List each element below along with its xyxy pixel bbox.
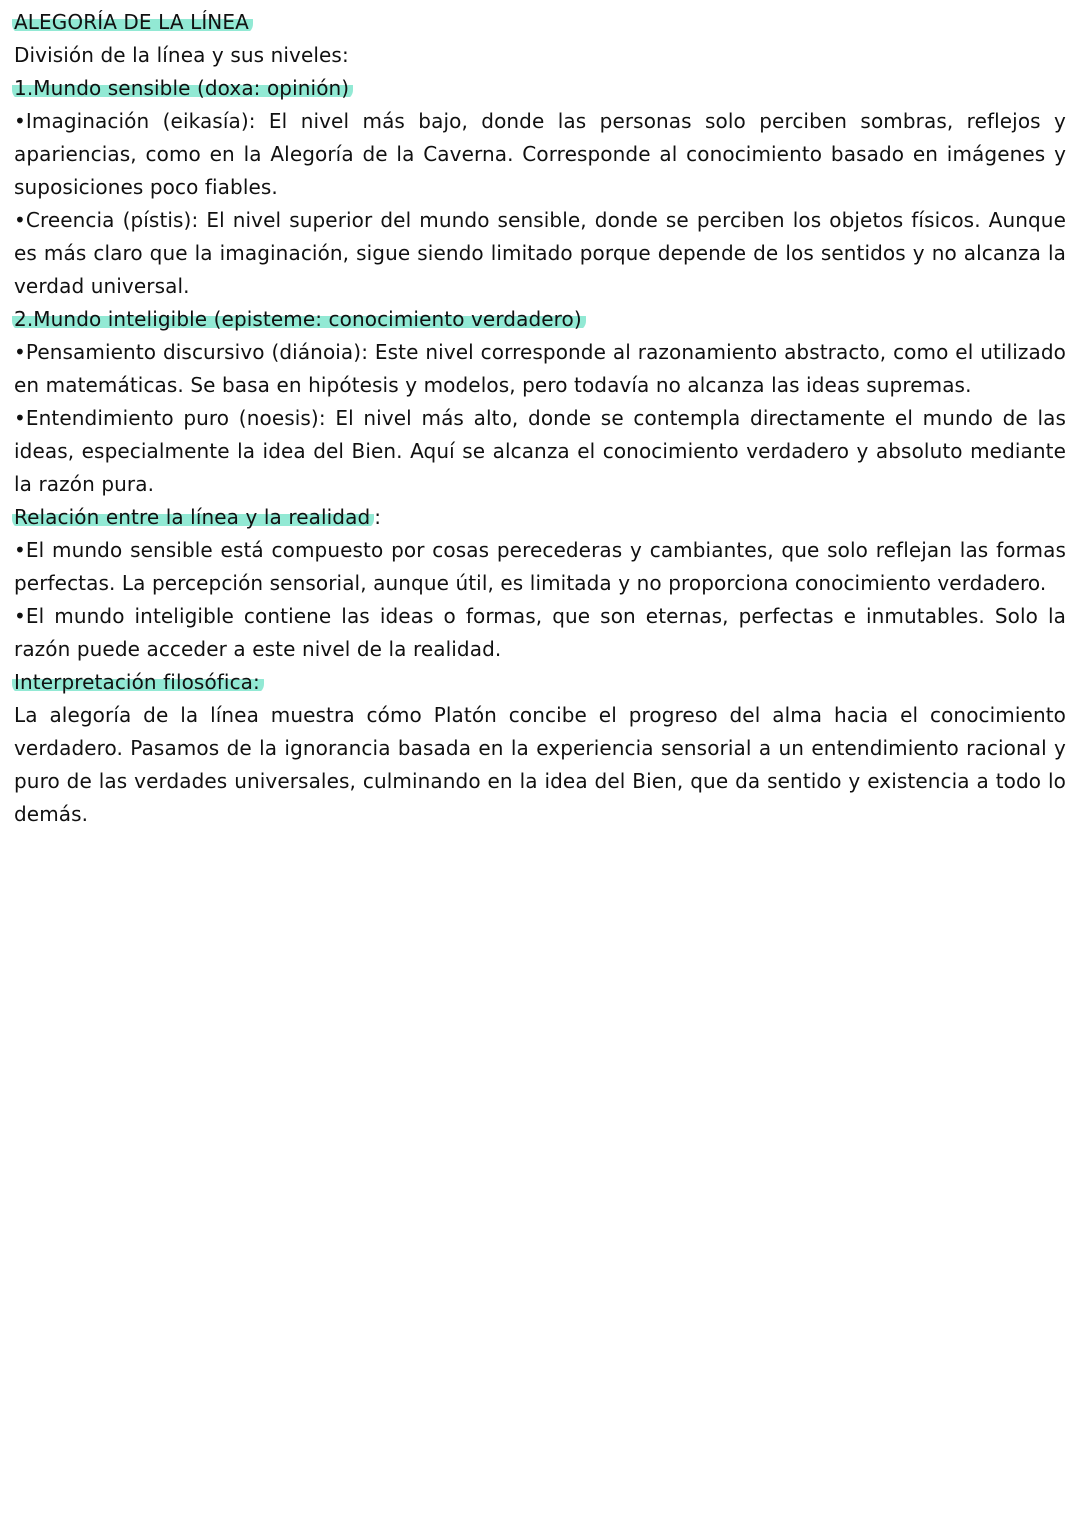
bullet-pensamiento: •Pensamiento discursivo (diánoia): Este nivel corresponde al razonamiento abstracto, como el utilizado en matemáticas. Se basa en hipótesis y modelos, pero todavía no alcanza las ideas supremas. — [14, 340, 1066, 397]
section-2-heading — [14, 303, 1066, 336]
relation-highlight: Relación entre la línea y la realidad — [12, 505, 374, 529]
interpretation-highlight: Interpretación filosófica: — [12, 670, 264, 694]
relation-heading — [14, 501, 1066, 534]
relation-heading-colon: : — [374, 505, 382, 529]
bullet-entendimiento: •Entendimiento puro (noesis): El nivel más alto, donde se contempla directamente el mundo de las ideas, especialmente la idea del Bien. Aquí se alcanza el conocimiento verdadero y absoluto mediante la razón pura. — [14, 406, 1066, 496]
section-2-highlight: 2.Mundo inteligible (episteme: conocimiento verdadero) — [12, 307, 586, 331]
document-title — [14, 6, 1066, 39]
interpretation-paragraph: La alegoría de la línea muestra cómo Platón concibe el progreso del alma hacia el conocimiento verdadero. Pasamos de la ignorancia basada en la experiencia sensorial a un entendimiento racional y puro de las verdades universales, culminando en la idea del Bien, que da sentido y existencia a todo lo demás. — [14, 703, 1066, 826]
bullet-mundo-inteligible: •El mundo inteligible contiene las ideas o formas, que son eternas, perfectas e inmutables. Solo la razón puede acceder a este nivel de la realidad. — [14, 604, 1066, 661]
title-highlight: ALEGORÍA DE LA LÍNEA — [12, 10, 253, 34]
section-1-heading — [14, 72, 1066, 105]
bullet-mundo-sensible: •El mundo sensible está compuesto por cosas perecederas y cambiantes, que solo reflejan las formas perfectas. La percepción sensorial, aunque útil, es limitada y no proporciona conocimiento verdadero. — [14, 538, 1066, 595]
bullet-creencia: •Creencia (pístis): El nivel superior del mundo sensible, donde se perciben los objetos físicos. Aunque es más claro que la imaginación, sigue siendo limitado porque depende de los sentidos y no alcanza la verdad universal. — [14, 208, 1066, 298]
interpretation-heading — [14, 666, 1066, 699]
section-1-highlight: 1.Mundo sensible (doxa: opinión) — [12, 76, 353, 100]
document-page — [14, 6, 1066, 831]
bullet-imaginacion: •Imaginación (eikasía): El nivel más bajo, donde las personas solo perciben sombras, reflejos y apariencias, como en la Alegoría de la Caverna. Corresponde al conocimiento basado en imágenes y suposiciones poco fiables. — [14, 109, 1066, 199]
division-heading: División de la línea y sus niveles: — [14, 43, 349, 67]
